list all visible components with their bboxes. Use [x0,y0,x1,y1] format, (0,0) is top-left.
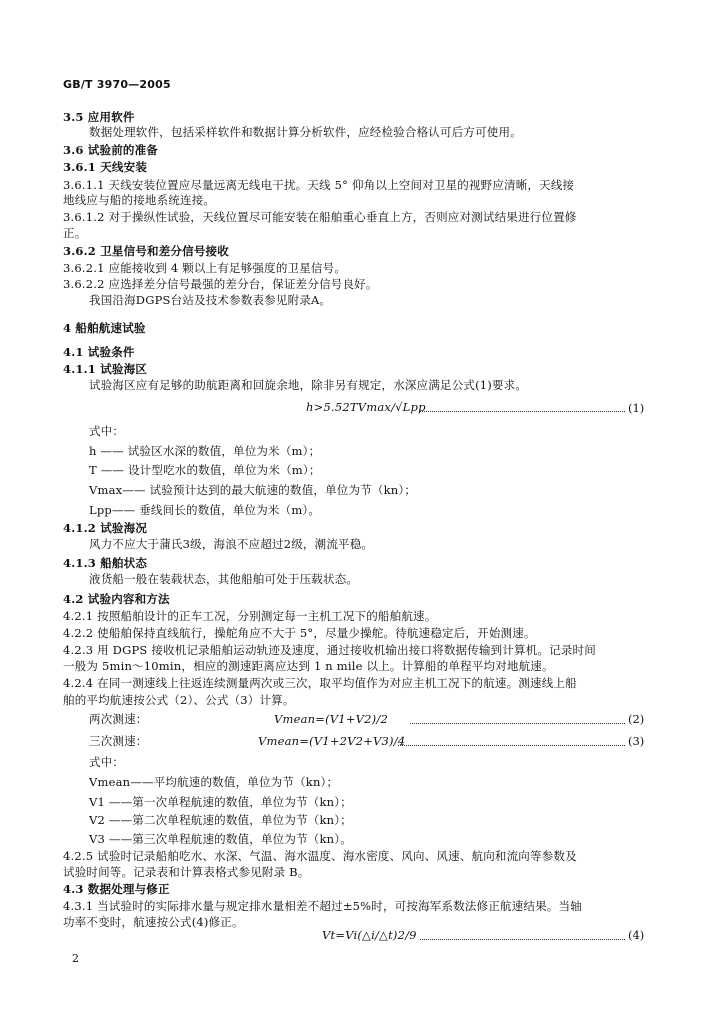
clause-4-2-3-line1: 4.2.3 用 DGPS 接收机记录船舶运动轨迹及速度，通过接收机输出接口将数据传输到计算机。记录时间 [63,643,596,657]
two-runs-label: 两次测速： [89,712,148,726]
clause-4-3-1-line1: 4.3.1 当试验时的实际排水量与规定排水量相差不超过±5%时，可按海军系数法修正航速结果。当轴 [63,899,582,913]
heading-3-5: 3.5 应用软件 [63,110,135,124]
clause-3-6-1-2-line1: 3.6.1.2 对于操纵性试验，天线位置尽可能安装在船舶重心垂直上方，否则应对测试结果进行位置修 [63,210,577,224]
heading-3-6-2: 3.6.2 卫星信号和差分信号接收 [63,244,229,258]
clause-4-2-4-line1: 4.2.4 在同一测速线上往返连续测量两次或三次，取平均值作为对应主机工况下的航速。测速线上船 [63,676,577,690]
definition-v3: V3 ——第三次单程航速的数值，单位为节（kn）。 [89,832,352,846]
definition-lpp: Lpp—— 垂线间长的数值，单位为米（m）。 [89,503,321,517]
paragraph-4-1-2: 风力不应大于蒲氏3级，海浪不应超过2级，潮流平稳。 [89,537,374,551]
heading-4-1-2: 4.1.2 试验海况 [63,521,148,535]
heading-4-1-3: 4.1.3 船舶状态 [63,556,148,570]
definition-v1: V1 ——第一次单程航速的数值，单位为节（kn）； [89,795,352,809]
clause-4-2-4-line2: 舶的平均航速按公式（2）、公式（3）计算。 [63,693,295,707]
clause-3-6-2-1: 3.6.2.1 应能接收到 4 颗以上有足够强度的卫星信号。 [63,261,347,275]
clause-4-3-1-line2: 功率不变时，航速按公式(4)修正。 [63,915,244,929]
heading-3-6: 3.6 试验前的准备 [63,143,159,157]
definition-h: h —— 试验区水深的数值，单位为米（m）； [89,444,321,458]
equation-number-3: (3) [628,734,645,748]
definition-t: T —— 设计型吃水的数值，单位为米（m）； [89,463,321,477]
where-label-1: 式中： [89,424,125,438]
equation-number-2: (2) [628,712,645,726]
standard-code: GB/T 3970—2005 [63,78,171,91]
heading-4-3: 4.3 数据处理与修正 [63,882,170,896]
note-appendix-a: 我国沿海DGPS台站及技术参数表参见附录A。 [89,293,332,307]
page-number: 2 [72,952,80,965]
leader-dots-4 [420,939,625,940]
paragraph-4-1-3: 液货船一般在装载状态，其他船舶可处于压载状态。 [89,572,359,586]
heading-4-1: 4.1 试验条件 [63,345,135,359]
clause-4-2-5-line1: 4.2.5 试验时记录船舶吃水、水深、气温、海水温度、海水密度、风向、风速、航向和流向等参数及 [63,849,577,863]
clause-3-6-1-1-line2: 地线应与船的接地系统连接。 [63,193,216,207]
heading-3-6-1: 3.6.1 天线安装 [63,160,148,174]
leader-dots-2 [410,723,625,724]
formula-4: Vt=Vi(△i/△t)2/9 [322,928,417,942]
formula-1: h>5.52TVmax/√Lpp [306,400,426,414]
paragraph-3-5: 数据处理软件，包括采样软件和数据计算分析软件，应经检验合格认可后方可使用。 [89,125,522,139]
equation-number-1: (1) [628,401,645,415]
clause-3-6-1-1-line1: 3.6.1.1 天线安装位置应尽量远离无线电干扰。天线 5° 仰角以上空间对卫星的视野应清晰，天线接 [63,178,575,192]
clause-3-6-2-2: 3.6.2.2 应选择差分信号最强的差分台，保证差分信号良好。 [63,277,378,291]
formula-3: Vmean=(V1+2V2+V3)/4 [258,734,406,748]
clause-4-2-1: 4.2.1 按照船舶设计的正车工况，分别测定每一主机工况下的船舶航速。 [63,609,437,623]
where-label-2: 式中： [89,755,125,769]
clause-4-2-2: 4.2.2 使船舶保持直线航行，操舵角应不大于 5°，尽量少操舵。待航速稳定后，开始测速。 [63,626,536,640]
definition-v2: V2 ——第二次单程航速的数值，单位为节（kn）； [89,813,352,827]
clause-4-2-3-line2: 一般为 5min～10min，相应的测速距离应达到 1 n mile 以上。计算船的单程平均对地航速。 [63,659,554,673]
heading-4-2: 4.2 试验内容和方法 [63,592,170,606]
three-runs-label: 三次测速： [89,734,148,748]
definition-vmean: Vmean——平均航速的数值，单位为节（kn）； [89,775,339,789]
heading-4-1-1: 4.1.1 试验海区 [63,362,148,376]
clause-3-6-1-2-line2: 正。 [63,226,87,240]
equation-number-4: (4) [628,928,645,942]
paragraph-4-1-1: 试验海区应有足够的助航距离和回旋余地，除非另有规定，水深应满足公式(1)要求。 [89,378,528,392]
heading-4: 4 船舶航速试验 [63,321,146,335]
clause-4-2-5-line2: 试验时间等。记录表和计算表格式参见附录 B。 [63,865,310,879]
leader-dots-1 [420,411,625,412]
definition-vmax: Vmax—— 试验预计达到的最大航速的数值，单位为节（kn）； [89,483,417,497]
formula-2: Vmean=(V1+V2)/2 [274,712,388,726]
leader-dots-3 [398,745,625,746]
